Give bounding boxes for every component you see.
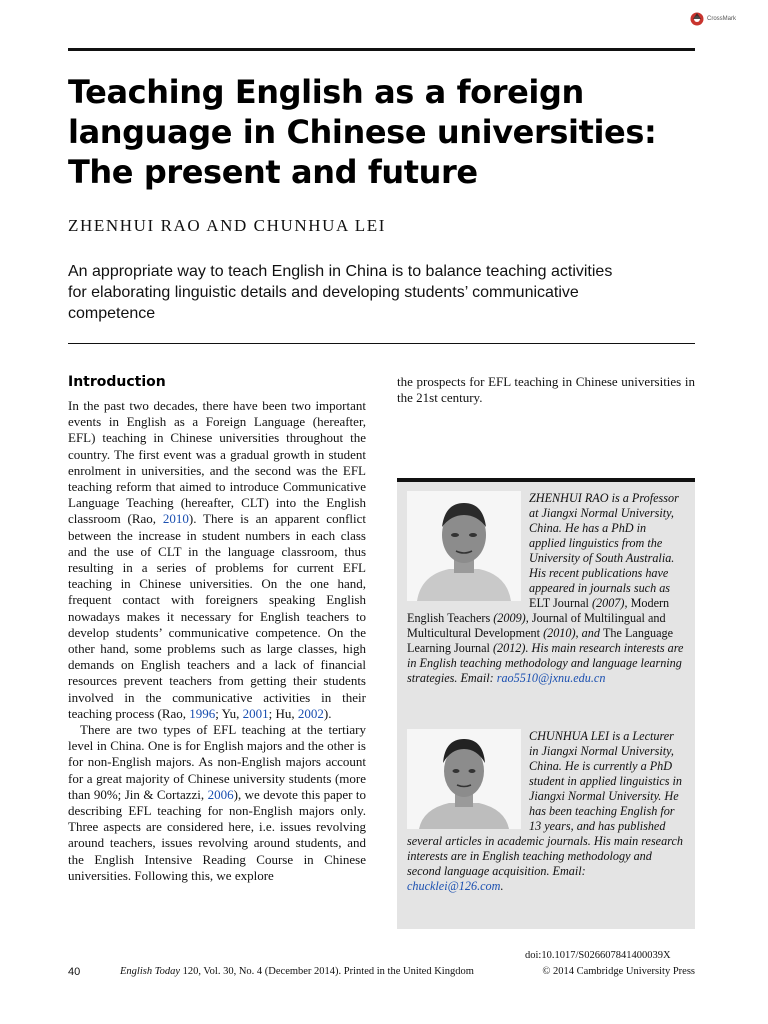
paragraph-text: ). There is an apparent conflict between the increase in student numbers in each class and the use of CLT in the language classroom, thus resulting in a series of problems for current EFL teaching in Chinese universities. On the one hand, frequent contact with foreigners speaking English nowadays makes it necessary for English teachers to develop students’ communicative competence. On the other hand, some problems such as large classes, high demands on English teachers and a lack of financial resources prevent teachers from getting their students involved in the communicative activities in their teaching process (Rao, bbox=[68, 511, 366, 721]
article-authors: ZHENHUI RAO AND CHUNHUA LEI bbox=[68, 216, 387, 235]
bio-text: (2010), and bbox=[540, 626, 603, 640]
paragraph-text: ), we devote this paper to describing EFL teaching for non-English majors only. Three aspects are considered here, i.e. issues revolving around teachers, issues revolving around students, and the English Intensive Reading Course in Chinese universities. Following this, we explore bbox=[68, 786, 367, 883]
author-photo-icon bbox=[407, 491, 521, 601]
page-number: 40 bbox=[68, 966, 81, 978]
journal-citation bbox=[120, 966, 474, 977]
author-bio-box bbox=[397, 478, 695, 929]
author-bio-rao bbox=[407, 491, 685, 686]
paragraph-text: ). bbox=[323, 705, 332, 721]
section-rule bbox=[68, 343, 695, 344]
article-standfirst: An appropriate way to teach English in China is to balance teaching activities for elaborating linguistic details and developing students’ communicative competence bbox=[68, 263, 613, 322]
bio-text: CHUNHUA LEI is a Lecturer in Jiangxi Normal University, China. He is currently a PhD student in applied linguistics in Jiangxi Normal University. He has been teaching English for 13 years, and has published several articles in academic journals. His main research interests are in English teaching methodology and second language acquisition. Email: bbox=[407, 729, 683, 878]
section-heading: Introduction bbox=[68, 374, 166, 390]
intro-paragraph-1 bbox=[68, 398, 366, 722]
citation-link[interactable]: 2006 bbox=[207, 786, 234, 802]
intro-continuation: the prospects for EFL teaching in Chinese universities in the 21st century. bbox=[397, 374, 695, 406]
author-photo-icon bbox=[407, 491, 521, 601]
bio-text: (2009), bbox=[490, 611, 532, 625]
email-link[interactable]: chucklei@126.com bbox=[407, 879, 501, 893]
crossmark-icon bbox=[690, 12, 704, 26]
paragraph-text: In the past two decades, there have been two important events in English as a Foreign Language (hereafter, EFL) teaching in Chinese universities throughout the country. The first event was a gradual growth in student enrolment in universities, and the second was the EFL teaching reform that aimed to introduce Communicative Language Teaching (hereafter, CLT) into the English classroom (Rao, bbox=[68, 398, 366, 527]
email-link[interactable]: rao5510@jxnu.edu.cn bbox=[496, 671, 606, 685]
journal-name: Modern English Teachers bbox=[407, 596, 670, 625]
author-photo-icon bbox=[407, 729, 521, 829]
paragraph-text: ; Hu, bbox=[268, 705, 298, 721]
journal-name: ELT Journal bbox=[529, 596, 589, 610]
citation-link[interactable]: 2001 bbox=[242, 705, 269, 721]
copyright-notice: © 2014 Cambridge University Press bbox=[542, 966, 695, 977]
author-photo-icon bbox=[407, 729, 521, 829]
top-rule bbox=[68, 48, 695, 51]
crossmark-label: CrossMark bbox=[707, 16, 737, 22]
citation-link[interactable]: 2010 bbox=[162, 511, 189, 527]
journal-issue: 120, Vol. 30, No. 4 (December 2014). Printed in the United Kingdom bbox=[180, 966, 474, 977]
author-bio-lei bbox=[407, 729, 685, 894]
doi-line[interactable]: doi:10.1017/S026607841400039X bbox=[525, 950, 671, 961]
journal-title: English Today bbox=[120, 966, 180, 977]
bio-text: (2007), bbox=[588, 596, 631, 610]
paragraph-text: ; Yu, bbox=[215, 705, 243, 721]
article-title: Teaching English as a foreign language in Chinese universities: The present and future bbox=[68, 73, 657, 191]
bio-text: ZHENHUI RAO is a Professor at Jiangxi Normal University, China. He has a PhD in applied linguistics from the University of South Australia. His recent publications have appeared in journals such as bbox=[529, 491, 679, 595]
journal-name: Journal of Multilingual and Multicultural Development bbox=[407, 611, 666, 640]
intro-paragraph-2 bbox=[68, 722, 366, 884]
journal-name: The Language Learning Journal bbox=[407, 626, 674, 655]
citation-link[interactable]: 1996 bbox=[189, 705, 216, 721]
citation-link[interactable]: 2002 bbox=[297, 705, 324, 721]
left-column bbox=[68, 374, 366, 884]
bio-text: . bbox=[500, 879, 504, 893]
crossmark-badge[interactable] bbox=[690, 12, 736, 26]
bio-text: (2012). His main research interests are in English teaching methodology and language learning strategies. Email: bbox=[407, 641, 684, 685]
paragraph-text: There are two types of EFL teaching at the tertiary level in China. One is for English majors and the other is for non-English majors. As non-English majors account for a great majority of Chinese university students (more than 90%; Jin & Cortazzi, bbox=[68, 722, 366, 802]
